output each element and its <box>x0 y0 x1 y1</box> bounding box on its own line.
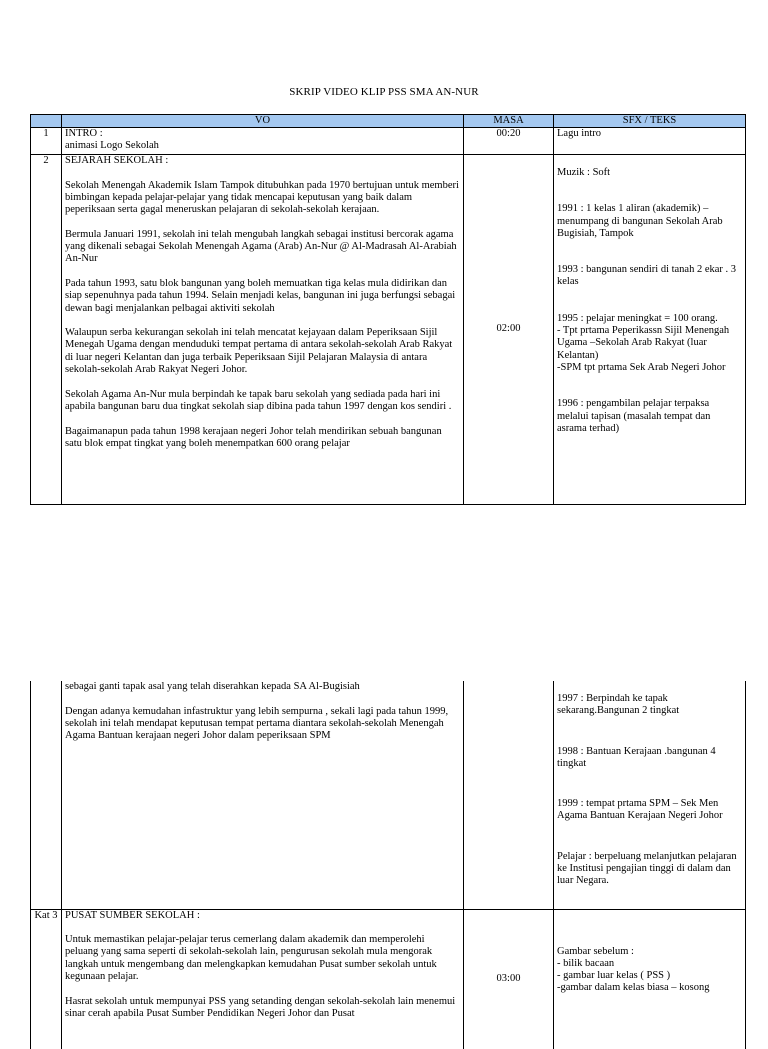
header-masa: MASA <box>464 115 554 128</box>
sfx-note: 1996 : pengambilan pelajar terpaksa melalui tapisan (masalah tempat dan asrama terhad) <box>557 398 711 434</box>
sfx-note: 1999 : tempat prtama SPM – Sek Men Agama Bantuan Kerajaan Negeri Johor <box>557 798 723 822</box>
masa-value: 02:00 <box>496 323 521 335</box>
script-table <box>30 114 746 505</box>
sfx-note: 1991 : 1 kelas 1 aliran (akademik) – menumpang di bangunan Sekolah Arab Bugisiah, Tampok <box>557 203 723 239</box>
vo-cell <box>62 681 464 909</box>
vo-paragraph: Pada tahun 1993, satu blok bangunan yang boleh memuatkan tiga kelas mula didirikan dan siap sepenuhnya pada tahun 1994. Selain menjadi kelas, bangunan ini juga berfungsi sebagai dewan bagi menjalankan pelbagai aktiviti sekolah <box>65 277 456 314</box>
vo-cell <box>62 128 464 155</box>
vo-line: INTRO : <box>65 128 103 139</box>
header-vo: VO <box>62 115 464 128</box>
table-row <box>31 155 746 505</box>
vo-paragraph: Bagaimanapun pada tahun 1998 kerajaan negeri Johor telah mendirikan sebuah bangunan satu blok empat tingkat yang boleh menempatkan 600 orang pelajar <box>65 425 442 449</box>
section-heading: PUSAT SUMBER SEKOLAH : <box>65 909 200 921</box>
vo-paragraph: Sekolah Menengah Akademik Islam Tampok ditubuhkan pada 1970 bertujuan untuk memberi bimbingan kepada pelajar-pelajar yang tidak mencapai keputusan yang baik dalam peperiksaan serta gagal meneruskan pelajaran di sekolah-sekolah kerajaan. <box>65 179 459 216</box>
sfx-cell: Lagu intro <box>554 128 746 155</box>
vo-paragraph: Hasrat sekolah untuk mempunyai PSS yang setanding dengan sekolah-sekolah lain menemui sinar cerah apabila Pusat Sumber Pendidikan Negeri Johor dan Pusat <box>65 995 456 1019</box>
sfx-note: - Tpt prtama Peperikassn Sijil Menengah Ugama –Sekolah Arab Rakyat (luar Kelantan) <box>557 325 730 361</box>
sfx-note: 1995 : pelajar meningkat = 100 orang. <box>557 312 718 324</box>
sfx-note: - gambar luar kelas ( PSS ) <box>557 970 671 982</box>
vo-paragraph: Walaupun serba kekurangan sekolah ini telah mencatat kejayaan dalam Peperiksaan Sijil Menegah Ugama dengan menduduki tempat pertama di antara sekolah-sekolah Arab Rakyat di luar negeri Kelantan dan juga terbaik Peperiksaan Sijil Pelajaran Malaysia di antara sekolah-sekolah Arab Rakyat Negeri Johor. <box>65 327 453 376</box>
vo-cell <box>62 155 464 505</box>
row-number <box>31 681 62 909</box>
vo-paragraph: Bermula Januari 1991, sekolah ini telah mengubah langkah sebagai institusi bercorak agama yang dikenali sebagai Sekolah Menengah Agama (Arab) An-Nur @ Al-Madrasah Al-Arabiah An-Nur <box>65 228 457 265</box>
sfx-cell <box>554 681 746 909</box>
row-number: Kat 3 <box>31 909 62 1049</box>
sfx-note: Muzik : Soft <box>557 167 611 178</box>
table-header-row <box>31 115 746 128</box>
sfx-note: - bilik bacaan <box>557 957 615 969</box>
masa-value: 03:00 <box>496 973 521 985</box>
vo-paragraph: sebagai ganti tapak asal yang telah diserahkan kepada SA Al-Bugisiah <box>65 681 360 692</box>
table-row <box>31 681 746 909</box>
vo-line: animasi Logo Sekolah <box>65 140 159 152</box>
masa-cell <box>464 681 554 909</box>
sfx-cell <box>554 155 746 505</box>
sfx-note: 1998 : Bantuan Kerajaan .bangunan 4 tingkat <box>557 745 716 769</box>
masa-cell <box>464 909 554 1049</box>
vo-paragraph: Dengan adanya kemudahan infastruktur yang lebih sempurna , sekali lagi pada tahun 1999, sekolah ini telah mendapat keputusan tempat pertama diantara sekolah-sekolah Menengah Agama Bantuan kerajaan negeri Johor dalam peperiksaan SPM <box>65 705 449 742</box>
sfx-note: Pelajar : berpeluang melanjutkan pelajaran ke Institusi pengajian tinggi di dalam dan luar Negara. <box>557 850 737 887</box>
section-heading: SEJARAH SEKOLAH : <box>65 155 169 166</box>
sfx-note: -gambar dalam kelas biasa – kosong <box>557 982 710 994</box>
table-row <box>31 909 746 1049</box>
row-number: 2 <box>31 155 62 505</box>
script-table-continued <box>30 681 746 1049</box>
vo-paragraph: Sekolah Agama An-Nur mula berpindah ke tapak baru sekolah yang sediada pada hari ini apabila bangunan baru dua tingkat sekolah siap dibina pada tahun 1997 dengan kos sendiri . <box>65 388 452 412</box>
sfx-note: 1997 : Berpindah ke tapak sekarang.Bangunan 2 tingkat <box>557 693 680 717</box>
masa-cell <box>464 155 554 505</box>
header-sfx: SFX / TEKS <box>554 115 746 128</box>
row-number: 1 <box>31 128 62 155</box>
header-num <box>31 115 62 128</box>
document-title: SKRIP VIDEO KLIP PSS SMA AN-NUR <box>289 86 479 98</box>
masa-cell: 00:20 <box>464 128 554 155</box>
sfx-note: Gambar sebelum : <box>557 945 634 957</box>
vo-paragraph: Untuk memastikan pelajar-pelajar terus cemerlang dalam akademik dan memperolehi peluang yang sama seperti di sekolah-sekolah lain, pengurusan sekolah mula mengorak langkah untuk mengembang dan melengkapkan kemudahan Pusat sumber sekolah untuk kegunaan pelajar. <box>65 934 437 982</box>
table-row <box>31 128 746 155</box>
sfx-note: -SPM tpt prtama Sek Arab Negeri Johor <box>557 361 726 373</box>
sfx-note: 1993 : bangunan sendiri di tanah 2 ekar . 3 kelas <box>557 264 737 288</box>
vo-cell <box>62 909 464 1049</box>
sfx-cell <box>554 909 746 1049</box>
